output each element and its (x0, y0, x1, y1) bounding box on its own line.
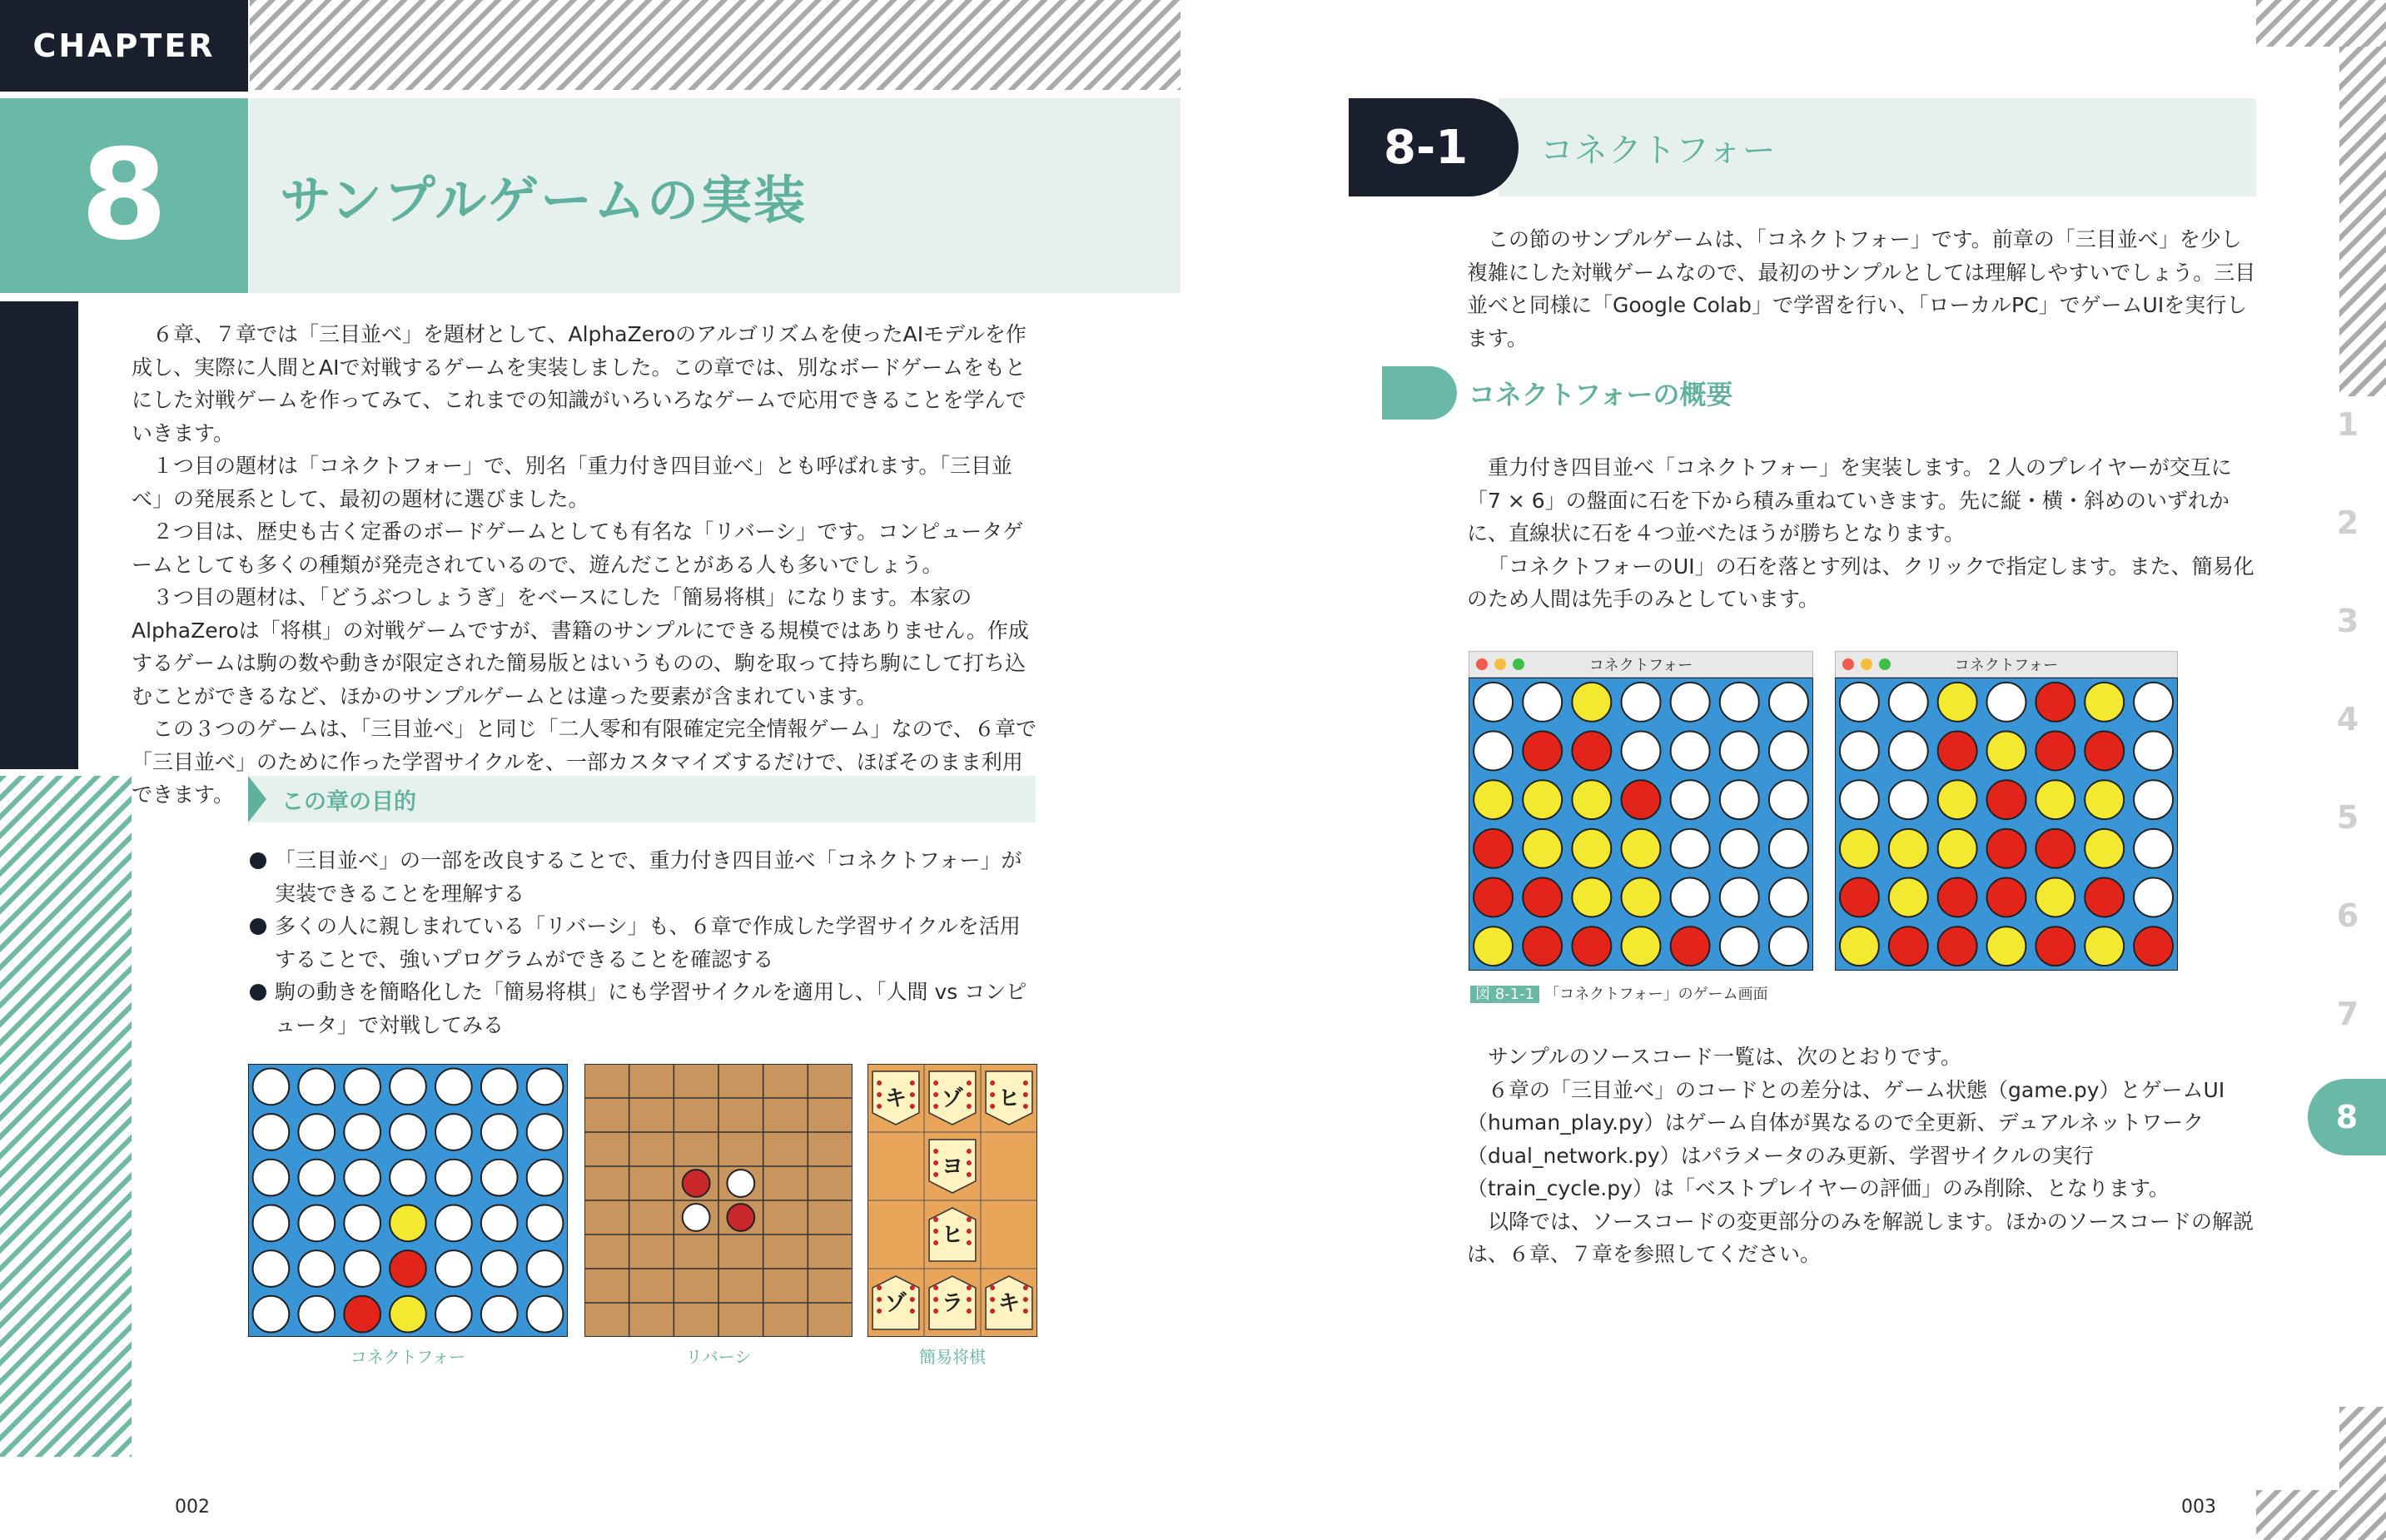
chapter-number: 8 (0, 98, 248, 293)
overview-paragraph: 「コネクトフォーのUI」の石を落とす列は、クリックで指定します。また、簡易化のため人間は先手のみとしています。 (1467, 554, 2254, 611)
board-stone (1523, 878, 1562, 917)
board-stone (1572, 780, 1611, 819)
heading-arrow-icon (248, 776, 266, 822)
shogi-piece-label: キ (884, 1086, 907, 1111)
right-bottom-hatch (2256, 1490, 2386, 1540)
board-stone (1572, 732, 1611, 771)
subsection-heading (1382, 366, 1732, 420)
board-stone (1622, 878, 1661, 917)
board-stone (1523, 683, 1562, 722)
shogi-move-dot (1023, 1297, 1028, 1302)
board-stone (2134, 829, 2173, 868)
board-stone (1769, 878, 1808, 917)
reversi-figure (584, 1064, 852, 1337)
connect4-board-1[interactable] (1469, 678, 1813, 971)
source-paragraph: ６章の「三目並べ」のコードとの差分は、ゲーム状態（game.py）とゲームUI（human_play.py）はゲーム自体が異なるので全更新、デュアルネットワーク（dual_network.py）はパラメータのみ更新、学習サイクルの実行（train_cycle.py）は「ベストプレイヤーの評価」のみ削除、となります。 (1467, 1077, 2225, 1200)
objective-item: 駒の動きを簡略化した「簡易将棋」にも学習サイクルを適用し、「人間 vs コンピュータ」で対戦してみる (248, 976, 1039, 1041)
board-stone (1840, 829, 1879, 868)
shogi-move-dot (910, 1104, 915, 1109)
board-stone (253, 1068, 290, 1105)
board-stone (1938, 926, 1977, 966)
board-stone (1889, 780, 1928, 819)
board-stone (481, 1296, 518, 1333)
board-stone (2085, 829, 2124, 868)
connect4-board-2[interactable] (1835, 678, 2178, 971)
board-stone (1840, 780, 1879, 819)
board-stone (2085, 683, 2124, 722)
board-stone (1987, 780, 2026, 819)
shogi-move-dot (933, 1285, 938, 1290)
reversi-disc (727, 1204, 754, 1231)
board-stone (390, 1160, 426, 1196)
board-stone (2134, 683, 2173, 722)
shogi-move-dot (967, 1297, 972, 1302)
board-stone (253, 1250, 290, 1287)
shogi-move-dot (990, 1297, 995, 1302)
board-stone (1720, 829, 1759, 868)
shogi-move-dot (933, 1297, 938, 1302)
board-stone (1671, 829, 1710, 868)
side-index-4[interactable]: 4 (2336, 701, 2359, 738)
overview-paragraph: 重力付き四目並べ「コネクトフォー」を実装します。２人のプレイヤーが交互に「7 × 6」の盤面に石を下から積み重ねていきます。先に縦・横・斜めのいずれかに、直線状に石を４つ並べたほうが勝ちとなります。 (1467, 455, 2232, 545)
shogi-move-dot (933, 1172, 938, 1177)
board-stone (1889, 829, 1928, 868)
shogi-move-dot (967, 1285, 972, 1290)
subsection-heading-text: コネクトフォーの概要 (1469, 379, 1733, 410)
board-stone (1474, 732, 1513, 771)
board-stone (1671, 732, 1710, 771)
shogi-move-dot (910, 1309, 915, 1314)
shogi-move-dot (1023, 1080, 1028, 1085)
board-stone (344, 1296, 380, 1333)
shogi-move-dot (990, 1092, 995, 1097)
board-stone (1889, 926, 1928, 966)
board-stone (1720, 683, 1759, 722)
intro-paragraph: ３つ目の題材は、「どうぶつしょうぎ」をベースにした「簡易将棋」になります。本家のAlphaZeroは「将棋」の対戦ゲームですが、書籍のサンプルにできる規模ではありません。作成するゲームは駒の数や動きが限定された簡易版とはいうものの、駒を取って持ち駒にして打ち込むことができるなど、ほかのサンプルゲームとは違った要素が含まれています。 (132, 585, 1029, 708)
board-stone (390, 1296, 426, 1333)
board-stone (2036, 732, 2075, 771)
board-stone (1671, 683, 1710, 722)
shogi-move-dot (910, 1092, 915, 1097)
right-top-hatch (2256, 0, 2386, 47)
shogi-move-dot (933, 1149, 938, 1154)
board-stone (2036, 926, 2075, 966)
board-stone (1622, 732, 1661, 771)
board-stone (1889, 878, 1928, 917)
intro-paragraph: この３つのゲームは、「三目並べ」と同じ「二人零和有限確定完全情報ゲーム」なので、６章で「三目並べ」のために作った学習サイクルを、一部カスタマイズするだけで、ほぼそのまま利用できます。 (132, 717, 1037, 807)
chapter-intro (132, 318, 1039, 812)
board-stone (1840, 926, 1879, 966)
board-stone (1474, 829, 1513, 868)
shogi-move-dot (967, 1217, 972, 1222)
left-navy-stripe (0, 301, 78, 769)
source-text (1467, 1041, 2256, 1271)
shogi-move-dot (990, 1309, 995, 1314)
board-stone (1720, 732, 1759, 771)
window-title: コネクトフォー (1954, 657, 2059, 674)
objective-item: 「三目並べ」の一部を改良することで、重力付き四目並べ「コネクトフォー」が実装できることを理解する (248, 844, 1039, 910)
shogi-move-dot (967, 1240, 972, 1245)
shogi-move-dot (1023, 1285, 1028, 1290)
shogi-piece-label: ヒ (997, 1086, 1021, 1111)
shogi-piece-label: ヒ (941, 1223, 964, 1248)
board-stone (1987, 732, 2026, 771)
board-stone (344, 1250, 380, 1287)
board-stone (481, 1068, 518, 1105)
source-paragraph: サンプルのソースコード一覧は、次のとおりです。 (1488, 1045, 1962, 1069)
section-intro (1467, 223, 2256, 355)
shogi-move-dot (1023, 1104, 1028, 1109)
shogi-move-dot (877, 1080, 882, 1085)
board-stone (2036, 683, 2075, 722)
shogi-move-dot (967, 1149, 972, 1154)
board-stone (298, 1114, 335, 1150)
board-stone (2036, 829, 2075, 868)
board-stone (1938, 780, 1977, 819)
board-stone (527, 1250, 564, 1287)
reversi-disc (683, 1204, 710, 1231)
board-stone (2134, 926, 2173, 966)
shogi-move-dot (990, 1104, 995, 1109)
board-stone (1938, 878, 1977, 917)
board-stone (1474, 878, 1513, 917)
shogi-move-dot (877, 1309, 882, 1314)
reversi-disc (727, 1170, 754, 1197)
shogi-move-dot (990, 1080, 995, 1085)
board-stone (1889, 732, 1928, 771)
source-paragraph: 以降では、ソースコードの変更部分のみを解説します。ほかのソースコードの解説は、６章、７章を参照してください。 (1467, 1209, 2254, 1266)
board-stone (1474, 683, 1513, 722)
board-stone (390, 1114, 426, 1150)
board-stone (481, 1250, 518, 1287)
board-stone (481, 1205, 518, 1241)
shogi-move-dot (967, 1080, 972, 1085)
overview-text (1467, 451, 2256, 616)
intro-paragraph: ２つ目は、歴史も古く定番のボードゲームとしても有名な「リバーシ」です。コンピュータゲームとしても多くの種類が発売されているので、遊んだことがある人も多いでしょう。 (132, 519, 1024, 577)
board-stone (2085, 878, 2124, 917)
shogi-move-dot (933, 1080, 938, 1085)
shogi-move-dot (1023, 1309, 1028, 1314)
board-stone (2085, 926, 2124, 966)
side-index-7[interactable]: 7 (2336, 996, 2359, 1032)
board-stone (1720, 780, 1759, 819)
board-stone (1769, 829, 1808, 868)
board-stone (2134, 780, 2173, 819)
shogi-piece-label: ゾ (941, 1086, 964, 1111)
side-index-3[interactable]: 3 (2336, 603, 2359, 639)
board-stone (1523, 780, 1562, 819)
shogi-move-dot (967, 1104, 972, 1109)
board-stone (1572, 683, 1611, 722)
board-stone (344, 1205, 380, 1241)
board-stone (1671, 780, 1710, 819)
board-stone (1938, 829, 1977, 868)
board-stone (527, 1068, 564, 1105)
chapter-label: CHAPTER (0, 0, 248, 92)
side-index-active[interactable]: 8 (2308, 1079, 2386, 1155)
board-stone (1769, 732, 1808, 771)
board-stone (2085, 780, 2124, 819)
board-stone (1987, 878, 2026, 917)
board-stone (298, 1250, 335, 1287)
section-title: コネクトフォー (1540, 131, 1777, 170)
window-title: コネクトフォー (1588, 657, 1693, 674)
objectives-heading (248, 776, 1036, 822)
shogi-move-dot (967, 1229, 972, 1234)
intro-paragraph: １つ目の題材は「コネクトフォー」で、別名「重力付き四目並べ」とも呼ばれます。「三目並べ」の発展系として、最初の題材に選びました。 (132, 454, 1013, 511)
caption-reversi: リバーシ (685, 1347, 752, 1367)
chapter-title: サンプルゲームの実装 (250, 98, 1181, 293)
board-stone (2134, 878, 2173, 917)
shogi-move-dot (990, 1285, 995, 1290)
left-teal-hatch (0, 776, 132, 1457)
board-stone (527, 1160, 564, 1196)
board-stone (1840, 878, 1879, 917)
board-stone (298, 1068, 335, 1105)
figure-caption: 「コネクトフォー」のゲーム画面 (1544, 986, 1768, 1003)
board-stone (344, 1160, 380, 1196)
game-window-1 (1469, 651, 1813, 971)
shogi-move-dot (877, 1285, 882, 1290)
board-stone (1572, 878, 1611, 917)
connect4-figure (248, 1064, 568, 1337)
section-number: 8-1 (1349, 98, 1519, 196)
board-stone (344, 1114, 380, 1150)
heading-pill-icon (1382, 366, 1457, 420)
board-stone (253, 1160, 290, 1196)
board-stone (1572, 926, 1611, 966)
board-stone (435, 1068, 472, 1105)
board-stone (2036, 878, 2075, 917)
side-index-1[interactable]: 1 (2336, 406, 2359, 443)
caption-shogi: 簡易将棋 (919, 1347, 986, 1367)
objectives-heading-text: この章の目的 (281, 788, 416, 815)
side-index-2[interactable]: 2 (2336, 504, 2359, 541)
board-stone (1622, 683, 1661, 722)
board-stone (390, 1068, 426, 1105)
shogi-move-dot (877, 1104, 882, 1109)
board-stone (253, 1114, 290, 1150)
objective-item: 多くの人に親しまれている「リバーシ」も、６章で作成した学習サイクルを活用することで、強いプログラムができることを確認する (248, 910, 1039, 976)
shogi-move-dot (910, 1297, 915, 1302)
board-stone (1622, 780, 1661, 819)
board-stone (1622, 926, 1661, 966)
objectives-list (248, 844, 1039, 1041)
right-top-hatch-side (2339, 47, 2386, 396)
board-stone (1474, 780, 1513, 819)
shogi-move-dot (910, 1080, 915, 1085)
board-stone (2134, 732, 2173, 771)
board-stone (1938, 732, 1977, 771)
window-titlebar (1469, 651, 1813, 678)
board-stone (435, 1160, 472, 1196)
shogi-piece-label: ラ (941, 1291, 964, 1316)
figure-tag: 図 8-1-1 (1470, 986, 1539, 1003)
shogi-move-dot (967, 1309, 972, 1314)
shogi-move-dot (933, 1229, 938, 1234)
caption-connect4: コネクトフォー (350, 1347, 466, 1367)
board-stone (298, 1296, 335, 1333)
board-stone (1720, 878, 1759, 917)
board-stone (1523, 829, 1562, 868)
board-stone (1622, 829, 1661, 868)
top-hatch-band (250, 0, 1181, 90)
shogi-move-dot (933, 1217, 938, 1222)
figure-label (1470, 982, 1768, 1004)
shogi-move-dot (933, 1160, 938, 1165)
board-stone (435, 1296, 472, 1333)
shogi-move-dot (967, 1172, 972, 1177)
board-stone (390, 1250, 426, 1287)
page-number-left: 002 (175, 1497, 210, 1518)
shogi-move-dot (877, 1297, 882, 1302)
board-stone (481, 1114, 518, 1150)
shogi-piece-label: ゾ (884, 1291, 907, 1316)
shogi-move-dot (877, 1092, 882, 1097)
board-stone (253, 1205, 290, 1241)
board-stone (1720, 926, 1759, 966)
shogi-move-dot (933, 1092, 938, 1097)
shogi-move-dot (910, 1285, 915, 1290)
board-stone (527, 1205, 564, 1241)
side-index-6[interactable]: 6 (2336, 897, 2359, 934)
board-stone (390, 1205, 426, 1241)
board-stone (1987, 926, 2026, 966)
board-stone (1572, 829, 1611, 868)
board-stone (1523, 732, 1562, 771)
board-stone (1987, 829, 2026, 868)
reversi-disc (683, 1170, 710, 1197)
shogi-move-dot (933, 1309, 938, 1314)
board-stone (1840, 683, 1879, 722)
board-stone (298, 1205, 335, 1241)
board-stone (1938, 683, 1977, 722)
shogi-move-dot (967, 1092, 972, 1097)
shogi-move-dot (1023, 1092, 1028, 1097)
board-stone (1769, 780, 1808, 819)
window-titlebar (1835, 651, 2178, 678)
game-window-2 (1835, 651, 2178, 971)
board-stone (1987, 683, 2026, 722)
shogi-piece-label: ヨ (941, 1155, 964, 1180)
board-stone (1889, 683, 1928, 722)
board-stone (1769, 683, 1808, 722)
board-stone (2085, 732, 2124, 771)
board-stone (1671, 878, 1710, 917)
board-stone (1523, 926, 1562, 966)
board-stone (435, 1250, 472, 1287)
board-stone (527, 1296, 564, 1333)
board-stone (253, 1296, 290, 1333)
shogi-move-dot (933, 1104, 938, 1109)
shogi-figure (867, 1064, 1037, 1337)
board-stone (435, 1114, 472, 1150)
intro-paragraph: ６章、７章では「三目並べ」を題材として、AlphaZeroのアルゴリズムを使ったAIモデルを作成し、実際に人間とAIで対戦するゲームを実装しました。この章では、別なボードゲームをもとにした対戦ゲームを作ってみて、これまでの知識がいろいろなゲームで応用できることを学んでいきます。 (132, 322, 1026, 445)
board-stone (1840, 732, 1879, 771)
board-stone (1671, 926, 1710, 966)
board-stone (527, 1114, 564, 1150)
board-stone (435, 1205, 472, 1241)
side-index-5[interactable]: 5 (2336, 799, 2359, 836)
board-stone (2036, 780, 2075, 819)
shogi-move-dot (967, 1160, 972, 1165)
shogi-move-dot (933, 1240, 938, 1245)
board-stone (298, 1160, 335, 1196)
page-number-right: 003 (2181, 1497, 2216, 1518)
board-stone (344, 1068, 380, 1105)
board-stone (481, 1160, 518, 1196)
board-stone (1474, 926, 1513, 966)
section-intro-paragraph: この節のサンプルゲームは、「コネクトフォー」です。前章の「三目並べ」を少し複雑にした対戦ゲームなので、最初のサンプルとしては理解しやすいでしょう。三目並べと同様に「Google Colab」で学習を行い、「ローカルPC」でゲームUIを実行します。 (1467, 227, 2256, 350)
board-stone (1769, 926, 1808, 966)
shogi-piece-label: キ (997, 1291, 1021, 1316)
